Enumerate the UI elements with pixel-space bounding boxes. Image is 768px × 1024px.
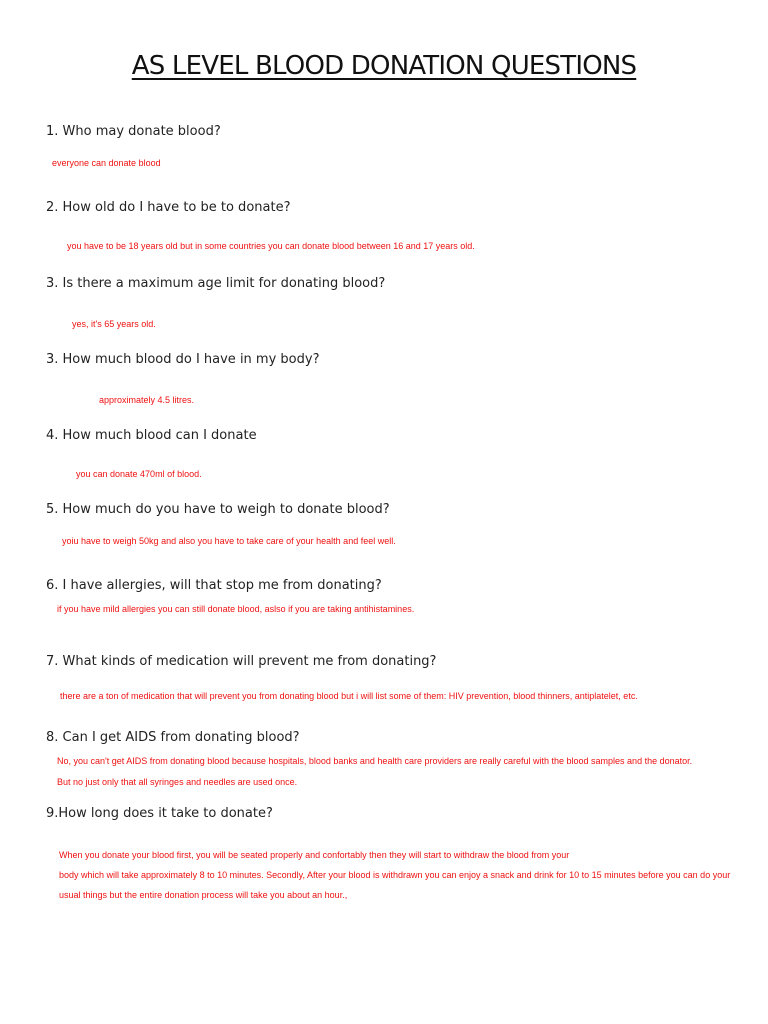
question-6: 6. I have allergies, will that stop me from donating? <box>46 578 382 593</box>
answer-3b: approximately 4.5 litres. <box>99 395 195 405</box>
answer-8-line-2: But no just only that all syringes and needles are used once. <box>57 777 298 787</box>
answer-7: there are a ton of medication that will prevent you from donating blood but i will list some of them: HIV prevention, blood thinners, antiplatelet, etc. <box>60 691 638 701</box>
question-2: 2. How old do I have to be to donate? <box>46 200 291 215</box>
question-3: 3. Is there a maximum age limit for donating blood? <box>46 276 386 291</box>
question-9: 9.How long does it take to donate? <box>46 806 273 821</box>
answer-8-line-1: No, you can't get AIDS from donating blood because hospitals, blood banks and health care providers are really careful with the blood samples and the donator. <box>57 756 693 766</box>
answer-6: if you have mild allergies you can still donate blood, aslso if you are taking antihistamines. <box>57 604 415 614</box>
answer-2: you have to be 18 years old but in some countries you can donate blood between 16 and 17 years old. <box>67 241 475 251</box>
answer-3: yes, it's 65 years old. <box>72 319 156 329</box>
answer-9-line-1: When you donate your blood first, you will be seated properly and confortably then they will start to withdraw the blood from your <box>59 850 570 860</box>
question-1: 1. Who may donate blood? <box>46 124 221 139</box>
answer-9-line-2: body which will take approximately 8 to 10 minutes. Secondly, After your blood is withdrawn you can enjoy a snack and drink for 10 to 15 minutes before you can do your <box>59 870 731 880</box>
answer-5: yoiu have to weigh 50kg and also you have to take care of your health and feel well. <box>62 536 396 546</box>
document-title <box>0 50 768 82</box>
question-3b: 3. How much blood do I have in my body? <box>46 352 320 367</box>
question-7: 7. What kinds of medication will prevent me from donating? <box>46 654 437 669</box>
answer-1: everyone can donate blood <box>52 158 161 168</box>
question-8: 8. Can I get AIDS from donating blood? <box>46 730 300 745</box>
answer-9-line-3: usual things but the entire donation process will take you about an hour., <box>59 890 348 900</box>
document-title-text: AS LEVEL BLOOD DONATION QUESTIONS <box>131 51 637 81</box>
question-4: 4. How much blood can I donate <box>46 428 257 443</box>
answer-4: you can donate 470ml of blood. <box>76 469 202 479</box>
question-5: 5. How much do you have to weigh to donate blood? <box>46 502 390 517</box>
